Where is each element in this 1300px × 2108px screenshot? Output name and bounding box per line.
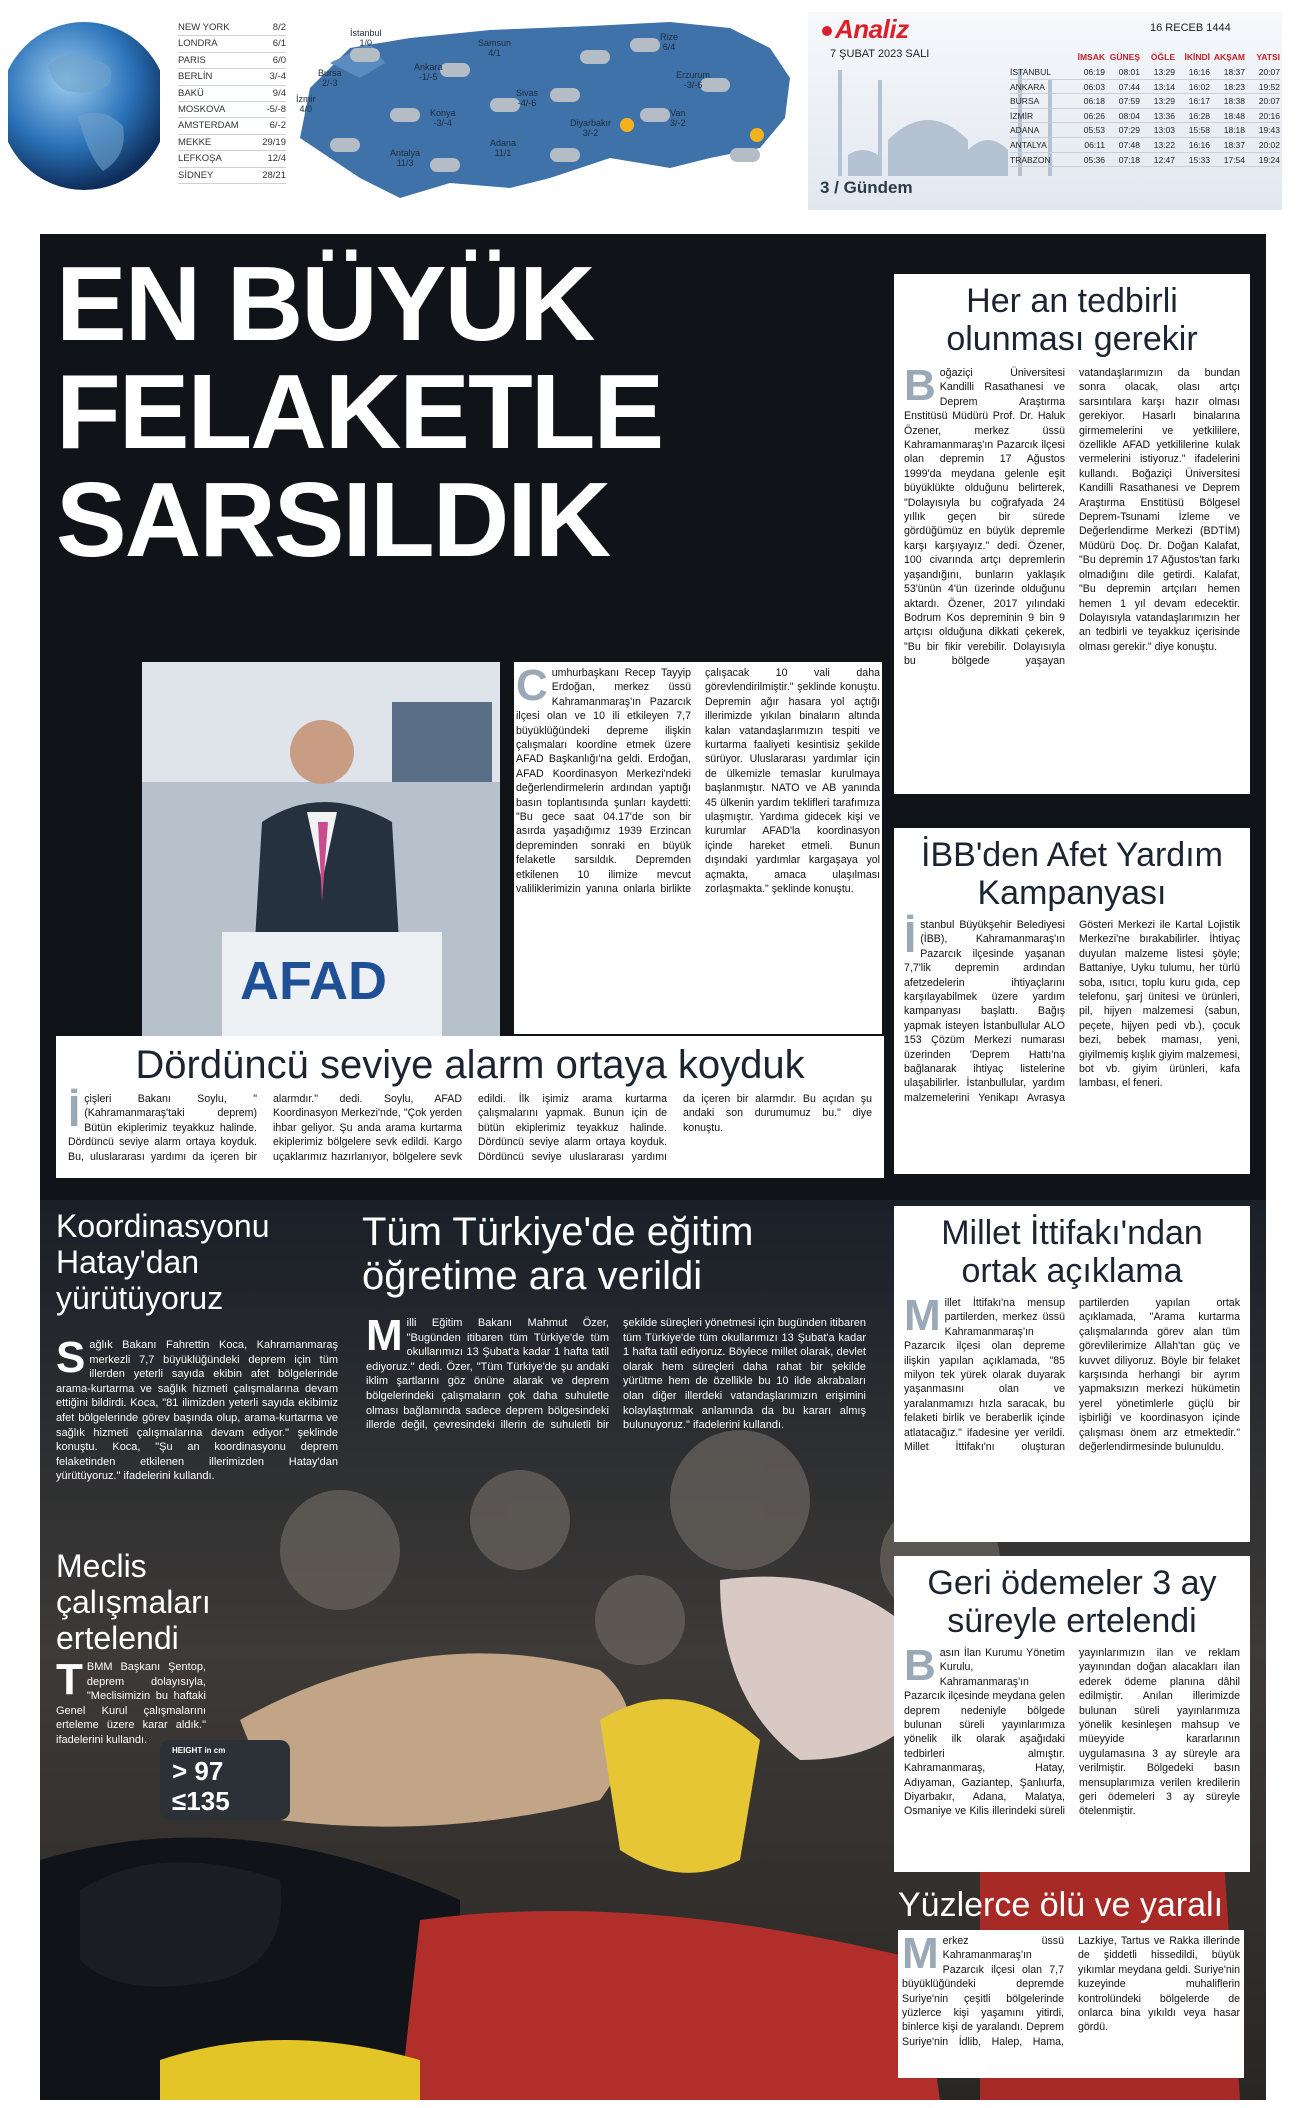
- map-city-label: Samsun 4/1: [478, 38, 512, 58]
- map-city-label: Erzurum -3/-6: [676, 70, 711, 90]
- map-city-label: Sivas -4/-6: [516, 88, 539, 108]
- meclis-title: Meclis çalışmaları ertelendi: [56, 1548, 211, 1656]
- height-tag: HEIGHT in cm > 97 ≤135: [160, 1740, 290, 1820]
- map-city-label: Bursa 2/-3: [318, 68, 342, 88]
- geri-odeme-article: Geri ödemeler 3 ay süreyle ertelendi Basın İlan Kurumu Yönetim Kurulu, Kahramanmaraş'ın Pazarcık ilçesinde meydana gelen deprem nedeniyle bölgede bulunan süreli yayınlarımıza yönelik ilk olarak aşağıdaki tedbirleri almıştır. Kahramanmaraş, Hatay, Adıyaman, Gaziantep, Şanlıurfa, Diyarbakır, Adana, Malatya, Osmaniye ve Kilis illerindeki süreli yayınlarımızın ilan ve reklam yayınından doğan alacakları ilan ederek ödeme planına dâhil edilmiştir. Anılan illerimizde bulunan süreli yayınlarımıza yönelik kesinleşen mahsup ve müeyyide kararlarının uygulamasına 3 ay süreyle ara verilmiştir. Bölgedeki basın mensuplarımıza verilen kredilerin geri ödemeleri 3 ay süreyle ötelenmiştir.: [894, 1556, 1250, 1872]
- city-weather-row: NEW YORK 8/2: [178, 20, 286, 36]
- map-city-label: Diyarbakır 3/-2: [570, 118, 612, 138]
- prayer-row: ANTALYA 06:11 07:48 13:22 16:16 18:37 20:02: [1010, 138, 1280, 153]
- masthead: [0, 0, 1300, 218]
- olu-article: Yüzlerce ölü ve yaralı Merkez üssü Kahramanmaraş'ın Pazarcık ilçesi olan 7,7 büyüklüğündeki depremde Suriye'nin çeşitli bölgelerinde yüzlerce kişi yaşamını yitirdi, binlerce kişi de yaralandı. Deprem Suriye'nin İdlib, Halep, Hama, Lazkiye, Tartus ve Rakka illerinde de şiddetli hissedildi, büyük yıkımlar meydana geldi. Suriye'nin kuzeyinde muhaliflerin kontrolündeki bölgelerde de onlarca bina yıkıldı veya hasar gördü.: [890, 1884, 1252, 2084]
- city-weather-row: BERLİN 3/-4: [178, 69, 286, 85]
- map-city-label: Ankara -1/-5: [414, 62, 443, 82]
- millet-title: Millet İttifakı'ndan ortak açıklama: [941, 1214, 1203, 1290]
- page-section: 3 / Gündem: [820, 178, 913, 197]
- drop-cap: C: [516, 661, 548, 710]
- city-weather-row: MEKKE 29/19: [178, 135, 286, 151]
- hijri-date: 16 RECEB 1444: [1150, 22, 1231, 34]
- prayer-header-row: İMSAK GÜNEŞ ÖĞLE İKİNDİ AKŞAM YATSI: [1077, 52, 1280, 62]
- map-city-label: Antalya 11/3: [390, 148, 421, 168]
- meclis-text: TBMM Başkanı Şentop, deprem dolayısıyla, "Meclisimizin bu haftaki Genel Kurul çalışmalarını erteleme üzere karar aldık." ifadelerini kullandı.: [56, 1655, 206, 1746]
- city-weather-row: AMSTERDAM 6/-2: [178, 118, 286, 134]
- tedbir-title: Her an tedbirli olunması gerekir: [946, 282, 1198, 358]
- city-weather-row: LEFKOŞA 12/4: [178, 151, 286, 167]
- map-city-label: Konya -3/-4: [430, 108, 456, 128]
- city-weather-row: SİDNEY 28/21: [178, 168, 286, 184]
- egitim-title: Tüm Türkiye'de eğitim öğretime ara verildi: [362, 1210, 754, 1298]
- map-city-label: İzmir 4/0: [296, 94, 316, 114]
- map-city-label: İstanbul 1/0: [350, 28, 382, 48]
- ibb-title: İBB'den Afet Yardım Kampanyası: [921, 836, 1223, 912]
- prayer-times-table: [1010, 52, 1280, 167]
- map-city-label: Van 3/-2: [670, 108, 686, 128]
- hatay-title: Koordinasyonu Hatay'dan yürütüyoruz: [56, 1208, 270, 1316]
- issue-date: 7 ŞUBAT 2023 SALI: [830, 48, 930, 60]
- map-city-label: Adana 11/1: [490, 138, 517, 158]
- prayer-row: TRABZON 05:36 07:18 12:47 15:33 17:54 19:24: [1010, 153, 1280, 168]
- egitim-text: Milli Eğitim Bakanı Mahmut Özer, "Bugünden itibaren tüm Türkiye'de tüm okullarımızı 13 Şubat'a kadar 1 hafta tatil ediyoruz." dedi. Özer, "Tüm Türkiye'de şu andaki iklim şartlarını göz önüne alarak ve deprem bölgelerindeki çalışmaların çok daha suhuletle olması bağlamında sadece deprem bölgesindeki illerde değil, çevresindeki illerin de suhuletli bir şekilde süreçleri yönetmesi için bugünden itibaren tüm Türkiye'de tüm okullarımızı 13 Şubat'a kadar 1 hafta tatil ediyoruz. Böylece millet olarak, devlet olarak hem süreçleri daha rahat bir şekilde yürütme hem de özellikle bu 10 ilde akrabaları olan diğer illerdeki vatandaşlarımızın erişimini kolaylaştırmak anlamında da bu kararı almış bulunuyoruz." ifadelerini kullandı.: [366, 1311, 866, 1432]
- geri-odeme-title: Geri ödemeler 3 ay süreyle ertelendi: [927, 1564, 1217, 1640]
- alarm-article: Dördüncü seviye alarm ortaya koyduk İçişleri Bakanı Soylu, "(Kahramanmaraş'taki deprem) Bütün ekiplerimiz teyakkuz halinde. Dördüncü seviye alarm ortaya koyduk. Bu, uluslararası yardımı da içeren bir alarmdır." dedi. Soylu, AFAD Koordinasyon Merkezi'nde, "Çok yerden ihbar geliyor. Şu anda arama kurtarma ekiplerimiz bölgelere sevk edildi. Kargo uçaklarımız hazırlanıyor, bölgelere sevk edildi. İlk işimiz arama kurtarma çalışmalarını yapmak. Bunun için de bütün ekiplerimiz teyakkuz halinde. Dördüncü seviye alarm ortaya koyduk. Dördüncü seviye uluslararası yardımı da içeren bir alarmdır. Bu açıdan şu andaki son durumumuz bu." diye konuştu.: [56, 1036, 884, 1178]
- ibb-article: İBB'den Afet Yardım Kampanyası İstanbul Büyükşehir Belediyesi (İBB), Kahramanmaraş'ın Pazarcık ilçesinde yaşanan 7,7'lik depremin ardından afetzedelerin ihtiyaçlarını karşılayabilmek üzere yardım kampanyası başlattı. Bağış yapmak isteyen İstanbullular ALO 153 Çözüm Merkezi numarası üzerinden 'Deprem Hattı'na bağlanarak ihtiyaç listelerine ulaşabilirler. İstanbullular, yardım malzemelerini Yenikapı Avrasya Gösteri Merkezi ile Kartal Lojistik Merkezi'ne bırakabilirler. İhtiyaç duyulan malzeme listesi şöyle; Battaniye, Uyku tulumu, her türlü soba, ısıtıcı, toplu kuru gıda, cep telefonu, şarj ünitesi ve ürünleri, pil, hijyen malzemesi (sabun, peçete, hijyen pedi vb.), çocuk bezi, bebek maması, yeni, giyilmemiş kışlık giyim malzemesi, bot vb. giyim ürünleri, kafa lambası, el feneri.: [894, 828, 1250, 1174]
- hatay-text: Sağlık Bakanı Fahrettin Koca, Kahramanmaraş merkezli 7,7 büyüklüğündeki deprem için tüm illerden yeterli sayıda ekibin afet bölgelerinde arama-kurtarma ve sağlık hizmeti çalışmalarına devam ettiğini bildirdi. Koca, "81 ilimizden yeterli sayıda ekibimiz afet bölgelerinde görev başında olup, arama-kurtarma ve sağlık hizmeti çalışmalarına devam ediyor." şeklinde konuştu. Koca, "Şu an koordinasyonu deprem felaketinden etkilenen illerimizden Hatay'dan yürütüyoruz." ifadelerini kullandı.: [56, 1333, 338, 1483]
- city-weather-row: LONDRA 6/1: [178, 36, 286, 52]
- lead-article: Cumhurbaşkanı Recep Tayyip Erdoğan, merkez üssü Kahramanmaraş'ın Pazarcık ilçesi olan ve 10 ili etkileyen 7,7 büyüklüğündeki depreme ilişkin çalışmaları koordine etmek üzere AFAD Başkanlığı'na geldi. Erdoğan, AFAD Koordinasyon Merkezi'ndeki değerlendirmelerin ardından yaptığı basın toplantısında şunları kaydetti: "Bu gece saat 04.17'de son bir asırda yaşadığımız 1939 Erzincan depreminden sonraki en büyük felaketle sarsıldık. Depremden etkilenen 10 ilimize mevcut valiliklerimizin yanına onlarla birlikte çalışacak 10 vali daha görevlendirilmiştir." şeklinde konuştu. Depremin ağır hasara yol açtığı illerimizde yıkılan binaların altında kalan vatandaşlarımızın tespiti ve kurtarma faaliyeti kesintisiz şekilde sürüyor. Uluslararası yardımlar için de ülkemizle temaslar kurulmaya başlanmıştır. NATO ve AB yanında 45 ülkenin yardım teklifleri tarafımıza ulaşmıştır. Yardıma gidecek kişi ve kurumlar AFAD'la koordinasyon içinde hareket etmeli. Bunun dışındaki yardımlar kargaşaya yol açmakta, amaca ulaşılması zorlaşmakta." şeklinde konuştu.: [514, 662, 882, 1034]
- prayer-row: ANKARA 06:03 07:44 13:14 16:02 18:23 19:52: [1010, 80, 1280, 95]
- globe-icon: [8, 6, 160, 206]
- city-weather-row: MOSKOVA -5/-8: [178, 102, 286, 118]
- prayer-row: İZMİR 06:26 08:04 13:36 16:28 18:48 20:16: [1010, 109, 1280, 124]
- turkey-weather-map: [290, 8, 800, 212]
- tedbir-article: Her an tedbirli olunması gerekir Boğaziçi Üniversitesi Kandilli Rasathanesi ve Deprem Araştırma Enstitüsü Müdürü Prof. Dr. Haluk Özener, merkez üssü Kahramanmaraş'ın Pazarcık ilçesi olan depremin 17 Ağustos 1999'da meydana gelenle eşit büyüklükte olduğunu belirterek, "Dolayısıyla bu coğrafyada 24 yıllık geçen bir sürede gördüğümüz en büyük depremle karşı karşıyayız." dedi. Özener, 100 civarında artçı depremlerin yaşandığını, bunların yaklaşık 53'ünün 4'ün üzerinde olduğunu aktardı. Özener, 2017 yılındaki Bodrum Kos depreminin 9 bin 9 artçısı olduğuna dikkati çekerek, "Bu bir fikir verebilir. Dolayısıyla bu bölgede yaşayan vatandaşlarımızın da bundan sonra olacak, olası artçı sarsıntılara karşı hazır olması gerekiyor. Hasarlı binalarına girmemelerini ve yetkililere, özellikle AFAD yetkililerine kulak vermelerini istiyoruz." ifadelerini kullandı. Boğaziçi Üniversitesi Kandilli Rasathanesi ve Deprem Araştırma Enstitüsü Bölgesel Deprem-Tsunami İzleme ve Değerlendirme Merkezi (BDTİM) Müdürü Doç. Dr. Doğan Kalafat, "Bu depremin 17 Ağustos'tan farkı olmadığını dile getirdi. Kalafat, "Bu depremin artçıları hemen hemen 1 yıl devam edecektir. Dolayısıyla vatandaşlarımızın her an tedbirli ve teyakkuz içerisinde olması gerekir." diye konuştu.: [894, 274, 1250, 794]
- world-weather-table: [178, 20, 286, 184]
- brand-logo[interactable]: Analiz: [822, 14, 909, 45]
- prayer-row: İSTANBUL 06:19 08:01 13:29 16:16 18:37 20:07: [1010, 65, 1280, 80]
- prayer-row: ADANA 05:53 07:29 13:03 15:58 18:18 19:43: [1010, 123, 1280, 138]
- erdogan-photo: [142, 662, 500, 1036]
- map-city-label: Rize 6/4: [660, 32, 679, 52]
- city-weather-row: PARIS 6/0: [178, 53, 286, 69]
- city-weather-row: BAKÜ 9/4: [178, 86, 286, 102]
- prayer-row: BURSA 06:18 07:59 13:29 16:17 18:38 20:07: [1010, 94, 1280, 109]
- main-headline: EN BÜYÜK FELAKETLE SARSILDIK: [56, 245, 663, 579]
- millet-article: Millet İttifakı'ndan ortak açıklama Millet İttifakı'na mensup partilerden, merkez üssü Kahramanmaraş'ın Pazarcık ilçesi olan depreme ilişkin yapılan açıklamada, "85 milyon tek yürek olarak duyarak yaşanmasını olan ve yaralanmamızı hızla saracak, bu felaketi birlik ve beraberlik içinde atlatacağız." ifadesine yer verildi. Millet İttifakı'nı oluşturan partilerden yapılan ortak açıklamada, "Arama kurtarma çalışmalarında görev alan tüm görevlilerimize Allah'tan güç ve kuvvet diliyoruz. Böyle bir felaket karşısında herhangi bir ayrım yapmaksızın merkezi hükümetin yerel yönetimlerle güçlü bir işbirliği ve koordinasyon içinde çalışması önem arz etmektedir." değerlendirmesinde bulunuldu.: [894, 1206, 1250, 1542]
- afad-sign: AFAD: [240, 951, 387, 1011]
- olu-title: Yüzlerce ölü ve yaralı: [898, 1886, 1224, 1924]
- alarm-title: Dördüncü seviye alarm ortaya koyduk: [135, 1043, 805, 1087]
